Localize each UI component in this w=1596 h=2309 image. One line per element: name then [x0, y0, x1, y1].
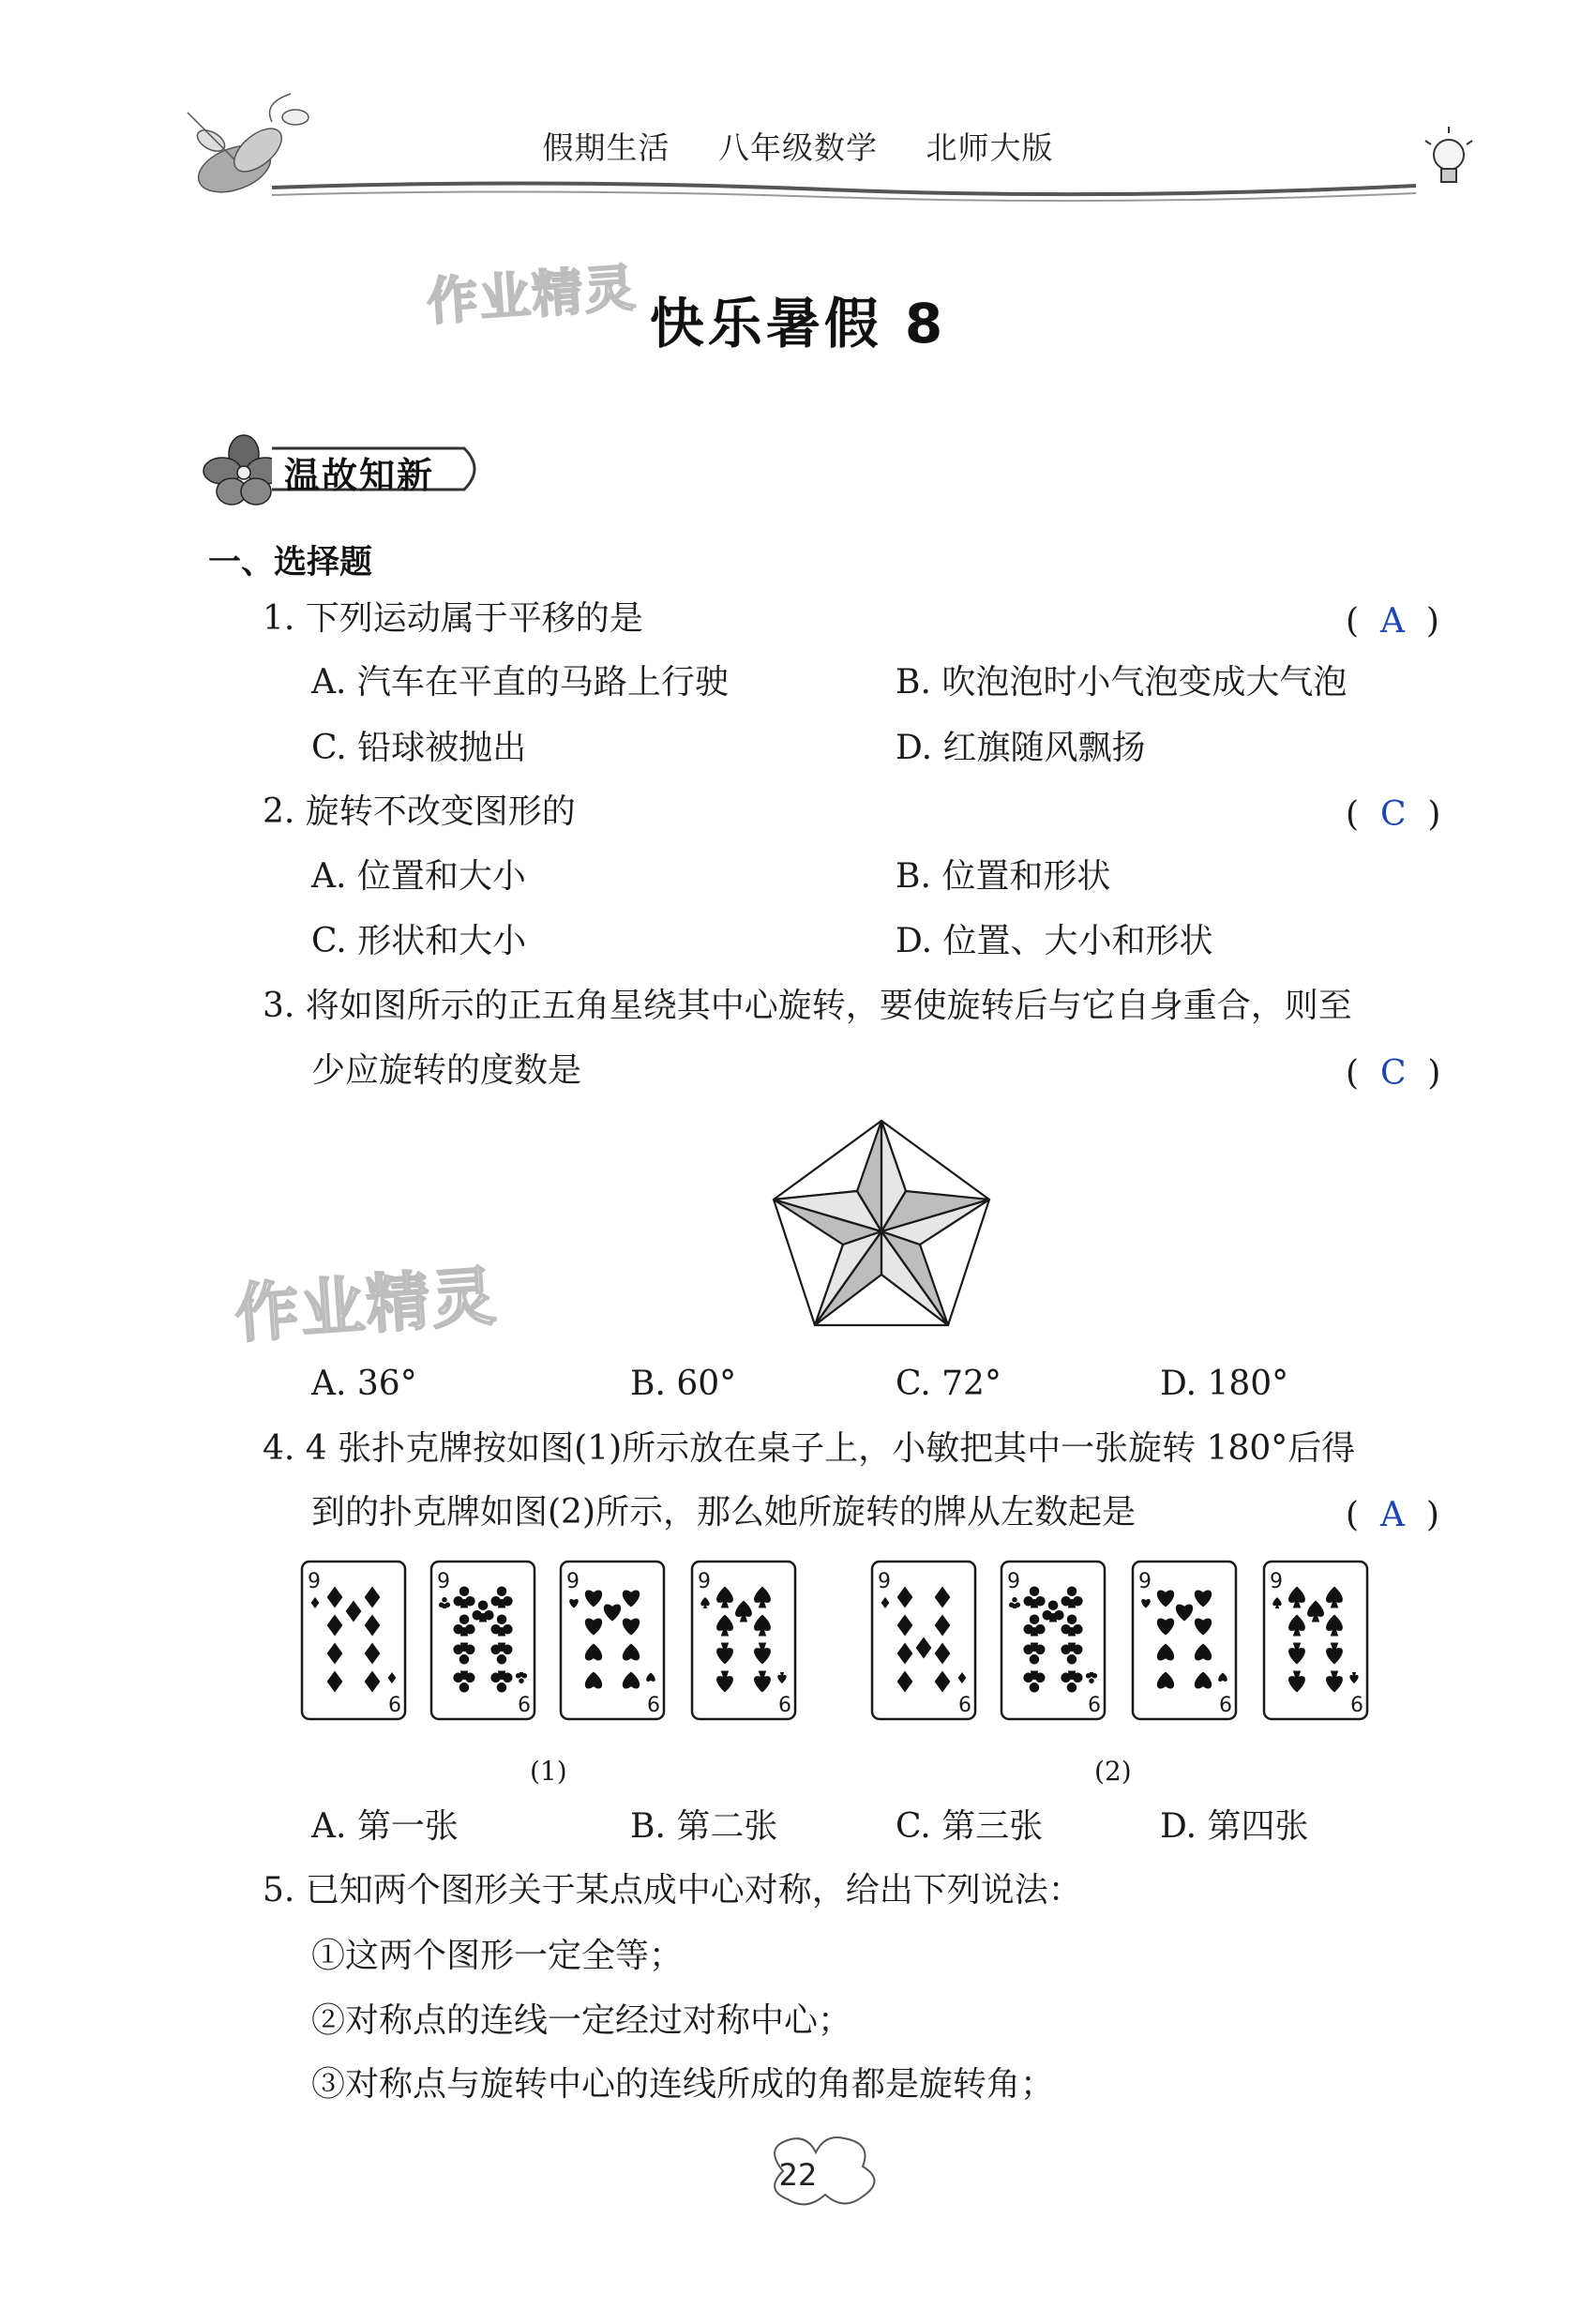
q2-stem: 2. 旋转不改变图形的: [263, 792, 576, 831]
card-rank: 9: [1007, 1570, 1020, 1593]
card-rank-inverted: 6: [388, 1694, 401, 1717]
card-rank: 9: [566, 1570, 580, 1593]
card-rank: 9: [437, 1570, 450, 1593]
q4-option-b: B. 第二张: [630, 1807, 778, 1846]
card-rank-inverted: 6: [778, 1694, 791, 1717]
q3-stem-line1: 3. 将如图所示的正五角星绕其中心旋转，要使旋转后与它自身重合，则至: [263, 987, 1352, 1025]
card-set2-2: [1001, 1562, 1105, 1719]
card-rank: 9: [1138, 1570, 1152, 1593]
q1-stem: 1. 下列运动属于平移的是: [263, 599, 643, 638]
q3-option-a: A. 36°: [311, 1365, 417, 1403]
q4-option-c: C. 第三张: [896, 1807, 1044, 1846]
q3-option-b: B. 60°: [630, 1365, 737, 1403]
q4-option-d: D. 第四张: [1160, 1807, 1309, 1846]
section-badge-label: 温故知新: [284, 454, 435, 496]
card-set1-4: [692, 1562, 795, 1719]
header-subject: 八年级数学: [718, 129, 878, 166]
q4-answer-bracket: ( A ): [1346, 1496, 1439, 1534]
card-rank: 9: [698, 1570, 711, 1593]
watermark-middle: 作业精灵: [233, 1260, 500, 1352]
q1-option-d: D. 红旗随风飘扬: [896, 729, 1146, 767]
card-set1-2: [431, 1562, 535, 1719]
header-title: [0, 124, 1596, 168]
card-rank-inverted: 6: [1219, 1694, 1232, 1717]
card-rank: 9: [308, 1570, 321, 1593]
q1-option-c: C. 铅球被抛出: [311, 729, 527, 767]
header-edition: 北师大版: [926, 129, 1054, 166]
q1-option-b: B. 吹泡泡时小气泡变成大气泡: [896, 663, 1348, 702]
card-rank-inverted: 6: [1088, 1694, 1101, 1717]
q4-stem-line2: 到的扑克牌如图(2)所示，那么她所旋转的牌从左数起是: [311, 1493, 1136, 1532]
q5-statement-2: ②对称点的连线一定经过对称中心；: [311, 2001, 852, 2040]
playing-cards-figure: [291, 1552, 1369, 1730]
q3-answer: C: [1379, 1054, 1407, 1093]
card-set2-3: [1133, 1562, 1236, 1719]
section-label: 一、选择题: [208, 544, 373, 581]
card-rank-inverted: 6: [1350, 1694, 1363, 1717]
q2-answer: C: [1379, 795, 1407, 834]
q1-option-a: A. 汽车在平直的马路上行驶: [311, 663, 729, 702]
q4-answer: A: [1379, 1496, 1405, 1534]
card-set2-1: [872, 1562, 975, 1719]
q5-statement-3: ③对称点与旋转中心的连线所成的角都是旋转角；: [311, 2065, 1055, 2104]
card-rank: 9: [1270, 1570, 1283, 1593]
q1-answer-bracket: ( A ): [1346, 602, 1439, 641]
q2-option-a: A. 位置和大小: [311, 857, 526, 896]
card-rank: 9: [878, 1570, 891, 1593]
card-set1-3: [561, 1562, 664, 1719]
card-rank-inverted: 6: [647, 1694, 660, 1717]
card-set1-1: [302, 1562, 405, 1719]
q3-stem-line2: 少应旋转的度数是: [311, 1051, 582, 1090]
q2-option-b: B. 位置和形状: [896, 857, 1111, 896]
q1-answer: A: [1379, 602, 1405, 641]
card-rank-inverted: 6: [958, 1694, 971, 1717]
page-title: 快乐暑假 8: [649, 292, 947, 355]
header-book: 假期生活: [542, 129, 670, 166]
pentagram-figure: [764, 1111, 999, 1336]
q3-option-c: C. 72°: [896, 1365, 1001, 1403]
q3-option-d: D. 180°: [1160, 1365, 1289, 1403]
card-rank-inverted: 6: [518, 1694, 531, 1717]
q2-answer-bracket: ( C ): [1346, 795, 1441, 834]
page-number: 22: [778, 2157, 818, 2193]
q3-answer-bracket: ( C ): [1346, 1054, 1441, 1093]
q5-stem: 5. 已知两个图形关于某点成中心对称，给出下列说法：: [263, 1871, 1082, 1909]
q2-option-c: C. 形状和大小: [311, 922, 527, 960]
q2-option-d: D. 位置、大小和形状: [896, 922, 1213, 960]
caption-figure-1: (1): [530, 1756, 567, 1787]
q5-statement-1: ①这两个图形一定全等；: [311, 1937, 684, 1975]
section-badge: [202, 433, 483, 499]
q4-stem-line1: 4. 4 张扑克牌按如图(1)所示放在桌子上，小敏把其中一张旋转 180°后得: [263, 1429, 1356, 1468]
watermark-top: 作业精灵: [425, 258, 640, 332]
caption-figure-2: (2): [1094, 1756, 1132, 1787]
card-set2-4: [1264, 1562, 1367, 1719]
q4-option-a: A. 第一张: [311, 1807, 459, 1846]
